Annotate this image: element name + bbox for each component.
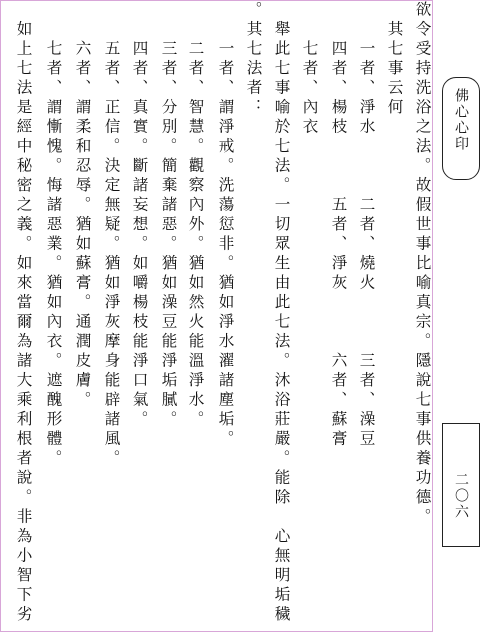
text-column: 舉此七事喻於七法。一切眾生由此七法。沐浴莊嚴。能除 心無明垢穢 [272, 1, 291, 625]
text-column: 。其七法者： [244, 1, 263, 118]
text-column: 五者、正信。決定無疑。猶如淨灰摩身能辟諸風。 [102, 1, 121, 469]
text-column: 欲令受持洗浴之法。故假世事比喻真宗。隱說七事供養功德。 [413, 1, 432, 528]
page-number-tab [442, 423, 480, 547]
text-column: 六者、謂柔和忍辱。猶如蘇膏。通潤皮膚。 [73, 1, 92, 411]
text-column: 一者、淨水 二者、燒火 三者、澡豆 [357, 1, 376, 450]
text-column: 七者、謂慚愧。悔諸惡業。猶如內衣。遮醜形體。 [44, 1, 63, 469]
page-number: 二〇六 [453, 472, 469, 520]
text-column: 三者、分別。簡棄諸惡。猶如澡豆能淨垢膩。 [159, 1, 178, 430]
text-column: 四者、楊枝 五者、淨灰 六者、蘇膏 [329, 1, 348, 450]
text-column: 七者、內衣 [300, 1, 319, 138]
text-column: 其七事云何 [385, 1, 404, 118]
book-title-tab [442, 77, 480, 180]
text-column: 一者、謂淨戒。洗蕩愆非。猶如淨水濯諸塵垢。 [216, 1, 235, 450]
text-column: 二者、智慧。觀察內外。猶如然火能溫淨水。 [186, 1, 205, 430]
book-title: 佛心心印 [453, 88, 469, 152]
text-column: 四者、真實。斷諸妄想。如嚼楊枝能淨口氣。 [130, 1, 149, 430]
text-column: 如上七法是經中秘密之義。如來當爾為諸大乘利根者說。非為小智下劣 [14, 1, 33, 625]
